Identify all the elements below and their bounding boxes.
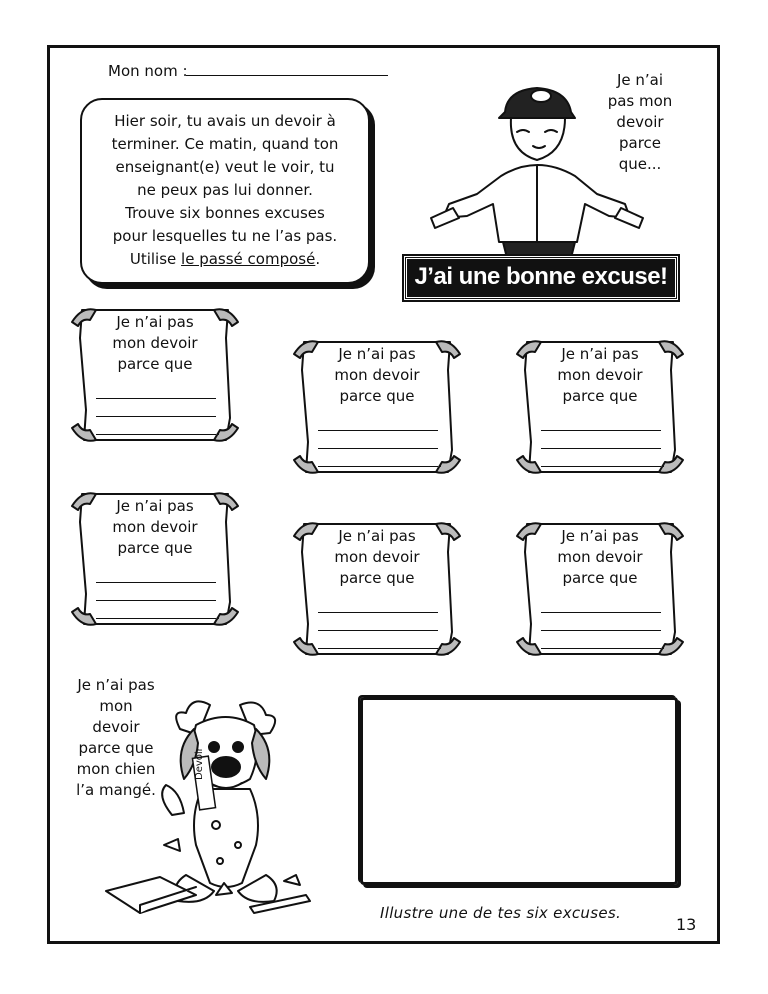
name-label: Mon nom :	[108, 62, 188, 80]
illustrate-instruction: Illustre une de tes six excuses.	[380, 904, 622, 922]
dog-paper-label: Devoir	[194, 747, 205, 780]
answer-line[interactable]	[96, 618, 216, 619]
scroll-prompt: Je n’ai pas mon devoir parce que	[112, 497, 198, 557]
excuse-scroll-3: Je n’ai pas mon devoir parce que .	[511, 330, 689, 485]
answer-line[interactable]	[96, 600, 216, 601]
answer-line[interactable]	[318, 612, 438, 613]
answer-line[interactable]	[96, 398, 216, 399]
scroll-prompt: Je n’ai pas mon devoir parce que	[334, 527, 420, 587]
instruction-line: Trouve six bonnes excuses	[125, 204, 325, 222]
dog-eating-homework-illustration	[100, 695, 340, 920]
answer-line[interactable]	[96, 416, 216, 417]
instructions-box	[80, 98, 370, 284]
dog-caption: Je n’ai pas mon devoir parce que mon chien l’a mangé.	[76, 676, 156, 799]
answer-line[interactable]	[541, 630, 661, 631]
answer-line[interactable]	[96, 582, 216, 583]
excuse-scroll-2: Je n’ai pas mon devoir parce que .	[288, 330, 466, 485]
answer-line[interactable]	[541, 466, 661, 467]
excuse-scroll-1: Je n’ai pas mon devoir parce que .	[66, 298, 244, 453]
answer-line[interactable]	[541, 612, 661, 613]
answer-line[interactable]	[541, 648, 661, 649]
boy-speech-text: Je n’ai pas mon devoir parce que...	[607, 71, 673, 173]
instruction-line: ne peux pas lui donner.	[137, 181, 313, 199]
illustration-drawing-box[interactable]	[360, 697, 678, 885]
boy-shrugging-illustration	[425, 82, 650, 262]
instruction-line-last: Utilise le passé composé.	[129, 250, 321, 268]
instruction-line: terminer. Ce matin, quand ton	[111, 135, 339, 153]
name-input-line[interactable]	[186, 75, 388, 76]
excuse-scroll-4: Je n’ai pas mon devoir parce que .	[66, 482, 244, 637]
answer-line[interactable]	[96, 434, 216, 435]
instruction-line: Hier soir, tu avais un devoir à	[114, 112, 336, 130]
instruction-line: enseignant(e) veut le voir, tu	[115, 158, 335, 176]
answer-line[interactable]	[318, 648, 438, 649]
scroll-prompt: Je n’ai pas mon devoir parce que	[112, 313, 198, 373]
answer-line[interactable]	[541, 430, 661, 431]
excuse-scroll-5: Je n’ai pas mon devoir parce que .	[288, 512, 466, 667]
answer-line[interactable]	[318, 430, 438, 431]
scroll-prompt: Je n’ai pas mon devoir parce que	[557, 527, 643, 587]
scroll-prompt: Je n’ai pas mon devoir parce que	[557, 345, 643, 405]
passe-compose-underlined: le passé composé	[181, 250, 316, 268]
banner-title: J’ai une bonne excuse!	[404, 256, 678, 300]
instruction-line: pour lesquelles tu ne l’as pas.	[112, 227, 338, 245]
scroll-prompt: Je n’ai pas mon devoir parce que	[334, 345, 420, 405]
excuse-scroll-6: Je n’ai pas mon devoir parce que .	[511, 512, 689, 667]
answer-line[interactable]	[318, 466, 438, 467]
page-number: 13	[676, 915, 697, 934]
answer-line[interactable]	[318, 630, 438, 631]
answer-line[interactable]	[318, 448, 438, 449]
answer-line[interactable]	[541, 448, 661, 449]
